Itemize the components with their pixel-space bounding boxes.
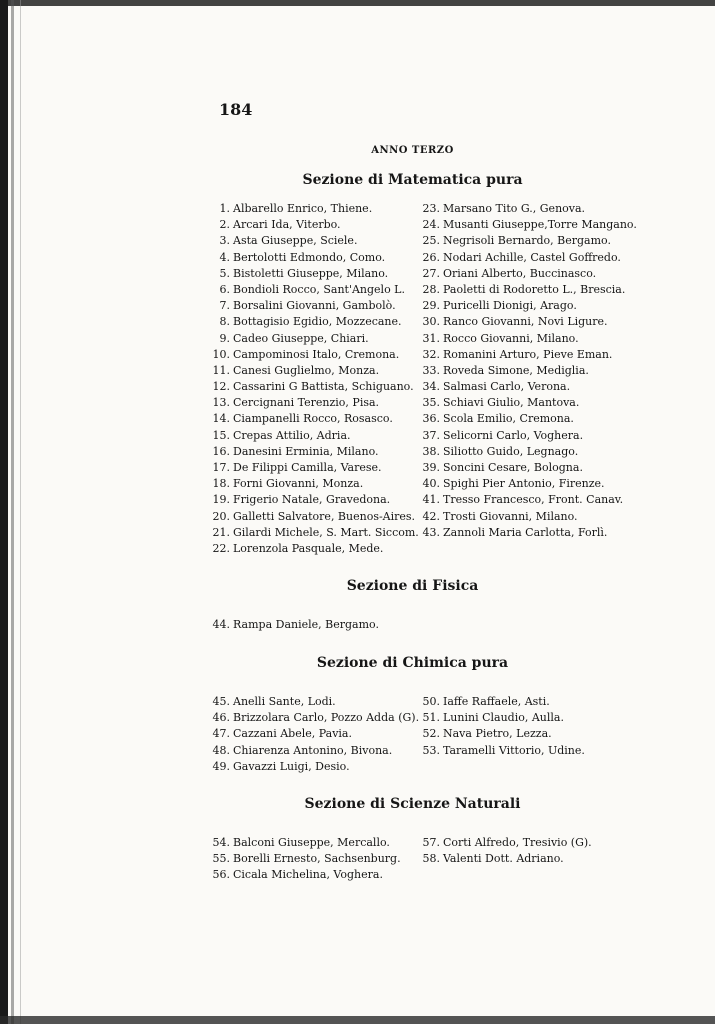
list-item — [422, 298, 577, 314]
entry-number: 1. — [219, 202, 230, 215]
entry-name: Cicala Michelina, Voghera. — [233, 868, 383, 882]
list-item — [212, 759, 350, 775]
entry-number: 33. — [422, 363, 440, 377]
list-item — [422, 444, 579, 460]
entry-number: 51. — [422, 711, 440, 725]
entry-number: 5. — [219, 266, 230, 280]
entry-number: 52. — [422, 727, 440, 741]
entry-number: 15. — [212, 428, 230, 442]
list-item — [422, 694, 550, 710]
list-item — [422, 331, 579, 347]
list-item — [422, 411, 574, 427]
entry-name: Balconi Giuseppe, Mercallo. — [233, 836, 390, 849]
entry-name: Gilardi Michele, S. Mart. Siccom. — [233, 525, 419, 539]
list-item — [422, 851, 564, 867]
list-item — [212, 379, 414, 395]
entry-number: 50. — [422, 695, 440, 708]
entry-number: 26. — [422, 250, 440, 264]
entry-name: Canesi Guglielmo, Monza. — [233, 363, 380, 377]
year-heading: ANNO TERZO — [371, 145, 454, 156]
list-item — [422, 266, 597, 282]
entry-number: 43. — [422, 525, 440, 539]
entry-number: 53. — [422, 743, 440, 757]
entry-number: 25. — [422, 234, 440, 248]
entry-name: Ciampanelli Rocco, Rosasco. — [233, 412, 393, 426]
list-item — [422, 726, 552, 742]
entry-name: Siliotto Guido, Legnago. — [443, 444, 579, 458]
entry-number: 6. — [219, 282, 230, 296]
entry-name: Marsano Tito G., Genova. — [443, 202, 586, 215]
entry-number: 32. — [422, 347, 440, 361]
list-item — [422, 743, 585, 759]
entry-name: Cercignani Terenzio, Pisa. — [233, 396, 380, 410]
entry-name: Puricelli Dionigi, Arago. — [443, 299, 577, 313]
entry-number: 38. — [422, 444, 440, 458]
naturali-list-left — [212, 835, 401, 884]
list-item — [212, 428, 351, 444]
entry-number: 8. — [219, 315, 230, 329]
list-item — [422, 395, 580, 411]
list-item — [212, 411, 393, 427]
section-title-matematica: Sezione di Matematica pura — [302, 172, 523, 188]
list-item — [212, 710, 420, 726]
list-item — [422, 710, 564, 726]
entry-number: 13. — [212, 396, 230, 410]
matematica-list-right — [422, 201, 637, 541]
entry-number: 44. — [212, 618, 230, 631]
entry-number: 39. — [422, 461, 440, 474]
entry-number: 48. — [212, 743, 230, 757]
matematica-list-left — [212, 201, 419, 557]
list-item — [422, 233, 611, 249]
entry-number: 49. — [212, 759, 230, 773]
list-item — [212, 617, 379, 633]
entry-number: 34. — [422, 380, 440, 394]
entry-number: 41. — [422, 493, 440, 507]
list-item — [212, 298, 396, 314]
entry-number: 20. — [212, 509, 230, 523]
list-item — [422, 835, 592, 851]
entry-name: Bertolotti Edmondo, Como. — [233, 250, 386, 264]
entry-name: Romanini Arturo, Pieve Eman. — [443, 347, 613, 361]
list-item — [422, 428, 584, 444]
entry-number: 16. — [212, 444, 230, 458]
entry-number: 21. — [212, 525, 230, 539]
entry-number: 30. — [422, 315, 440, 329]
entry-name: De Filippi Camilla, Varese. — [233, 461, 382, 474]
entry-name: Ranco Giovanni, Novi Ligure. — [443, 315, 608, 329]
entry-name: Chiarenza Antonino, Bivona. — [233, 743, 393, 757]
entry-number: 19. — [212, 493, 230, 507]
page-top-edge — [0, 0, 715, 6]
entry-number: 55. — [212, 852, 230, 866]
list-item — [422, 282, 626, 298]
entry-number: 23. — [422, 202, 440, 215]
entry-number: 45. — [212, 695, 230, 708]
entry-name: Anelli Sante, Lodi. — [233, 695, 336, 708]
entry-name: Soncini Cesare, Bologna. — [443, 461, 583, 474]
entry-name: Zannoli Maria Carlotta, Forlì. — [443, 525, 608, 539]
entry-name: Rocco Giovanni, Milano. — [443, 331, 579, 345]
entry-number: 10. — [212, 347, 230, 361]
entry-name: Galletti Salvatore, Buenos-Aires. — [233, 509, 416, 523]
list-item — [212, 395, 380, 411]
entry-name: Frigerio Natale, Gravedona. — [233, 493, 391, 507]
list-item — [212, 867, 383, 883]
entry-number: 58. — [422, 852, 440, 866]
list-item — [212, 835, 390, 851]
list-item — [212, 851, 401, 867]
chimica-list-right — [422, 694, 585, 759]
list-item — [212, 476, 364, 492]
entry-number: 18. — [212, 477, 230, 491]
entry-number: 47. — [212, 727, 230, 741]
list-item — [212, 492, 391, 508]
page-bottom-edge — [0, 1016, 715, 1024]
list-item — [212, 509, 416, 525]
list-item — [212, 233, 358, 249]
entry-number: 17. — [212, 461, 230, 474]
list-item — [212, 217, 341, 233]
entry-number: 54. — [212, 836, 230, 849]
list-item — [212, 314, 402, 330]
list-item — [422, 379, 571, 395]
section-title-chimica: Sezione di Chimica pura — [316, 655, 509, 671]
entry-number: 31. — [422, 331, 440, 345]
entry-name: Borelli Ernesto, Sachsenburg. — [233, 852, 401, 866]
entry-name: Albarello Enrico, Thiene. — [233, 202, 373, 215]
entry-name: Asta Giuseppe, Sciele. — [233, 234, 358, 248]
entry-number: 14. — [212, 412, 230, 426]
list-item — [212, 363, 380, 379]
entry-name: Negrisoli Bernardo, Bergamo. — [443, 234, 611, 248]
entry-name: Corti Alfredo, Tresivio (G). — [443, 836, 592, 849]
list-item — [422, 525, 608, 541]
list-item — [422, 509, 578, 525]
entry-number: 57. — [422, 836, 440, 849]
entry-name: Gavazzi Luigi, Desio. — [233, 759, 350, 773]
entry-name: Taramelli Vittorio, Udine. — [443, 743, 585, 757]
entry-name: Valenti Dott. Adriano. — [443, 852, 564, 866]
entry-number: 11. — [212, 363, 230, 377]
entry-name: Bondioli Rocco, Sant'Angelo L. — [233, 282, 405, 296]
list-item — [212, 266, 389, 282]
list-item — [422, 476, 605, 492]
section-title-naturali: Sezione di Scienze Naturali — [304, 796, 521, 812]
entry-number: 28. — [422, 282, 440, 296]
entry-number: 9. — [219, 331, 230, 345]
page-number: 184 — [219, 100, 253, 119]
entry-number: 35. — [422, 396, 440, 410]
entry-name: Bottagisio Egidio, Mozzecane. — [233, 315, 402, 329]
entry-number: 24. — [422, 218, 440, 232]
list-item — [212, 201, 373, 217]
entry-name: Schiavi Giulio, Mantova. — [443, 396, 580, 410]
chimica-list-left — [212, 694, 420, 775]
list-item — [212, 541, 384, 557]
entry-name: Borsalini Giovanni, Gambolò. — [233, 299, 396, 313]
list-item — [212, 525, 419, 541]
entry-name: Trosti Giovanni, Milano. — [443, 509, 578, 523]
entry-number: 40. — [422, 477, 440, 491]
list-item — [422, 492, 624, 508]
list-item — [212, 726, 352, 742]
entry-name: Paoletti di Rodoretto L., Brescia. — [443, 282, 626, 296]
entry-name: Spighi Pier Antonio, Firenze. — [443, 477, 605, 491]
naturali-list-right — [422, 835, 592, 867]
entry-number: 56. — [212, 868, 230, 882]
entry-number: 46. — [212, 711, 230, 725]
entry-name: Cazzani Abele, Pavia. — [233, 727, 352, 741]
list-item — [212, 347, 400, 363]
entry-name: Roveda Simone, Mediglia. — [443, 363, 589, 377]
list-item — [422, 363, 589, 379]
entry-number: 2. — [219, 218, 230, 232]
list-item — [422, 250, 621, 266]
list-item — [422, 347, 613, 363]
entry-name: Lunini Claudio, Aulla. — [443, 711, 564, 725]
entry-name: Tresso Francesco, Front. Canav. — [443, 493, 624, 507]
list-item — [422, 314, 608, 330]
entry-name: Crepas Attilio, Adria. — [233, 428, 351, 442]
fisica-list — [212, 617, 379, 633]
list-item — [212, 250, 386, 266]
entry-name: Iaffe Raffaele, Asti. — [443, 695, 550, 708]
entry-number: 42. — [422, 509, 440, 523]
entry-name: Nava Pietro, Lezza. — [443, 727, 552, 741]
entry-name: Oriani Alberto, Buccinasco. — [443, 266, 597, 280]
entry-name: Arcari Ida, Viterbo. — [233, 218, 341, 232]
entry-name: Campominosi Italo, Cremona. — [233, 347, 400, 361]
entry-name: Forni Giovanni, Monza. — [233, 477, 364, 491]
entry-number: 27. — [422, 266, 440, 280]
entry-number: 7. — [219, 299, 230, 313]
entry-name: Scola Emilio, Cremona. — [443, 412, 574, 426]
entry-number: 36. — [422, 412, 440, 426]
entry-number: 29. — [422, 299, 440, 313]
entry-number: 4. — [219, 250, 230, 264]
list-item — [212, 743, 393, 759]
entry-name: Nodari Achille, Castel Goffredo. — [443, 250, 621, 264]
list-item — [212, 282, 405, 298]
list-item — [212, 331, 369, 347]
entry-name: Musanti Giuseppe,Torre Mangano. — [443, 218, 637, 232]
entry-name: Bistoletti Giuseppe, Milano. — [233, 266, 389, 280]
entry-name: Rampa Daniele, Bergamo. — [233, 618, 379, 631]
entry-name: Brizzolara Carlo, Pozzo Adda (G). — [233, 711, 420, 725]
list-item — [422, 460, 583, 476]
list-item — [212, 694, 336, 710]
entry-number: 3. — [219, 234, 230, 248]
entry-name: Lorenzola Pasquale, Mede. — [233, 541, 384, 555]
section-title-fisica: Sezione di Fisica — [346, 578, 479, 594]
list-item — [212, 444, 379, 460]
entry-name: Cassarini G Battista, Schiguano. — [233, 380, 414, 394]
list-item — [422, 201, 586, 217]
entry-name: Salmasi Carlo, Verona. — [443, 380, 571, 394]
entry-name: Danesini Erminia, Milano. — [233, 444, 379, 458]
entry-number: 37. — [422, 428, 440, 442]
entry-name: Selicorni Carlo, Voghera. — [443, 428, 584, 442]
list-item — [212, 460, 382, 476]
entry-name: Cadeo Giuseppe, Chiari. — [233, 331, 369, 345]
entry-number: 12. — [212, 380, 230, 394]
entry-number: 22. — [212, 541, 230, 555]
list-item — [422, 217, 637, 233]
